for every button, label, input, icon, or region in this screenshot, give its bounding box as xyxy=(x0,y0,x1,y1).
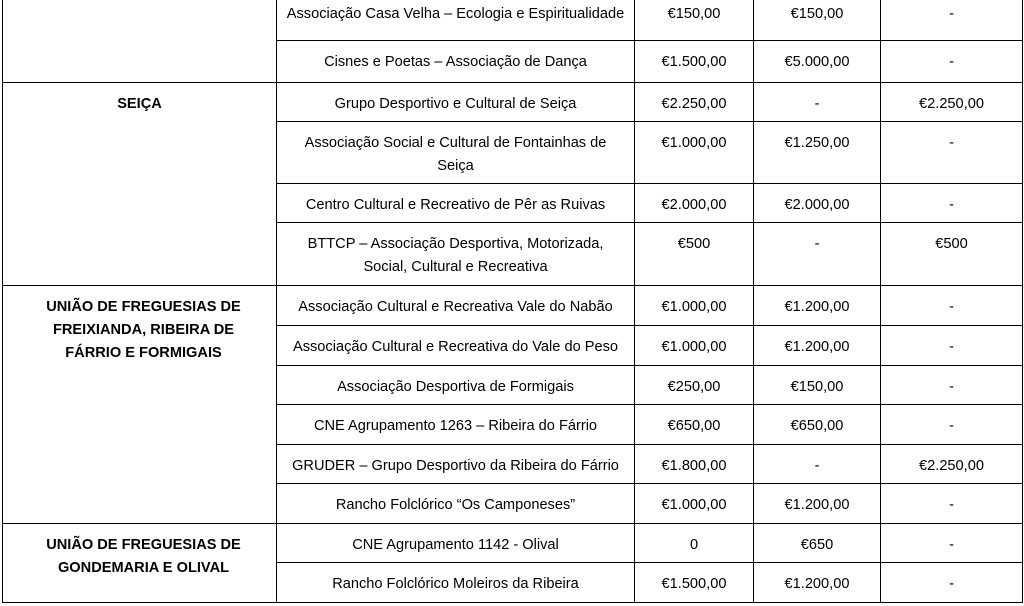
organization-cell: Centro Cultural e Recreativo de Pêr as Ruivas xyxy=(277,184,635,223)
value-cell: €150,00 xyxy=(635,0,754,41)
parish-name: UNIÃO DE FREGUESIAS DE FREIXIANDA, RIBEIRA DE FÁRRIO E FORMIGAIS xyxy=(46,299,241,361)
table-row xyxy=(3,286,1023,326)
value-cell: - xyxy=(881,484,1023,524)
value-cell: €250,00 xyxy=(635,366,754,405)
value-cell: - xyxy=(881,286,1023,326)
value-cell: €2.250,00 xyxy=(881,445,1023,484)
value-cell: €1.800,00 xyxy=(635,445,754,484)
value-cell: €650 xyxy=(754,524,881,563)
value-cell: - xyxy=(881,122,1023,184)
value-cell: - xyxy=(881,563,1023,603)
value-cell: €500 xyxy=(881,223,1023,286)
organization-cell: Associação Social e Cultural de Fontainhas de Seiça xyxy=(277,122,635,184)
parish-name: SEIÇA xyxy=(117,96,162,112)
organization-cell: GRUDER – Grupo Desportivo da Ribeira do Fárrio xyxy=(277,445,635,484)
organization-cell: Associação Cultural e Recreativa do Vale do Peso xyxy=(277,326,635,366)
value-cell: €1.200,00 xyxy=(754,563,881,603)
value-cell: €500 xyxy=(635,223,754,286)
organization-cell: CNE Agrupamento 1263 – Ribeira do Fárrio xyxy=(277,405,635,445)
value-cell: €150,00 xyxy=(754,0,881,41)
value-cell: - xyxy=(754,83,881,122)
value-cell: €2.000,00 xyxy=(754,184,881,223)
table-row xyxy=(3,0,1023,41)
table-row xyxy=(3,83,1023,122)
value-cell: €650,00 xyxy=(754,405,881,445)
organization-cell: Associação Cultural e Recreativa Vale do Nabão xyxy=(277,286,635,326)
organization-cell: Rancho Folclórico “Os Camponeses” xyxy=(277,484,635,524)
parish-cell xyxy=(3,0,277,83)
value-cell: €2.250,00 xyxy=(635,83,754,122)
value-cell: €2.000,00 xyxy=(635,184,754,223)
value-cell: - xyxy=(754,223,881,286)
value-cell: €5.000,00 xyxy=(754,41,881,83)
value-cell: - xyxy=(881,366,1023,405)
organization-cell: CNE Agrupamento 1142 - Olival xyxy=(277,524,635,563)
value-cell: - xyxy=(881,524,1023,563)
value-cell: €1.000,00 xyxy=(635,122,754,184)
value-cell: - xyxy=(881,41,1023,83)
value-cell: €1.200,00 xyxy=(754,484,881,524)
organization-cell: Rancho Folclórico Moleiros da Ribeira xyxy=(277,563,635,603)
value-cell: 0 xyxy=(635,524,754,563)
value-cell: €1.000,00 xyxy=(635,286,754,326)
organization-cell: BTTCP – Associação Desportiva, Motorizada, Social, Cultural e Recreativa xyxy=(277,223,635,286)
value-cell: €1.250,00 xyxy=(754,122,881,184)
value-cell: €650,00 xyxy=(635,405,754,445)
organization-cell: Associação Desportiva de Formigais xyxy=(277,366,635,405)
value-cell: - xyxy=(754,445,881,484)
parish-name: UNIÃO DE FREGUESIAS DE GONDEMARIA E OLIVAL xyxy=(46,537,241,576)
value-cell: €150,00 xyxy=(754,366,881,405)
value-cell: €2.250,00 xyxy=(881,83,1023,122)
value-cell: - xyxy=(881,0,1023,41)
parish-cell xyxy=(3,524,277,603)
parish-cell xyxy=(3,286,277,524)
value-cell: €1.500,00 xyxy=(635,563,754,603)
organization-cell: Grupo Desportivo e Cultural de Seiça xyxy=(277,83,635,122)
value-cell: €1.200,00 xyxy=(754,286,881,326)
parish-name xyxy=(3,0,276,3)
value-cell: €1.500,00 xyxy=(635,41,754,83)
value-cell: €1.000,00 xyxy=(635,326,754,366)
value-cell: - xyxy=(881,405,1023,445)
value-cell: - xyxy=(881,326,1023,366)
value-cell: €1.200,00 xyxy=(754,326,881,366)
organization-cell: Cisnes e Poetas – Associação de Dança xyxy=(277,41,635,83)
value-cell: €1.000,00 xyxy=(635,484,754,524)
organization-cell: Associação Casa Velha – Ecologia e Espiritualidade xyxy=(277,0,635,41)
funding-table xyxy=(2,0,1023,603)
value-cell: - xyxy=(881,184,1023,223)
parish-cell xyxy=(3,83,277,286)
table-row xyxy=(3,524,1023,563)
